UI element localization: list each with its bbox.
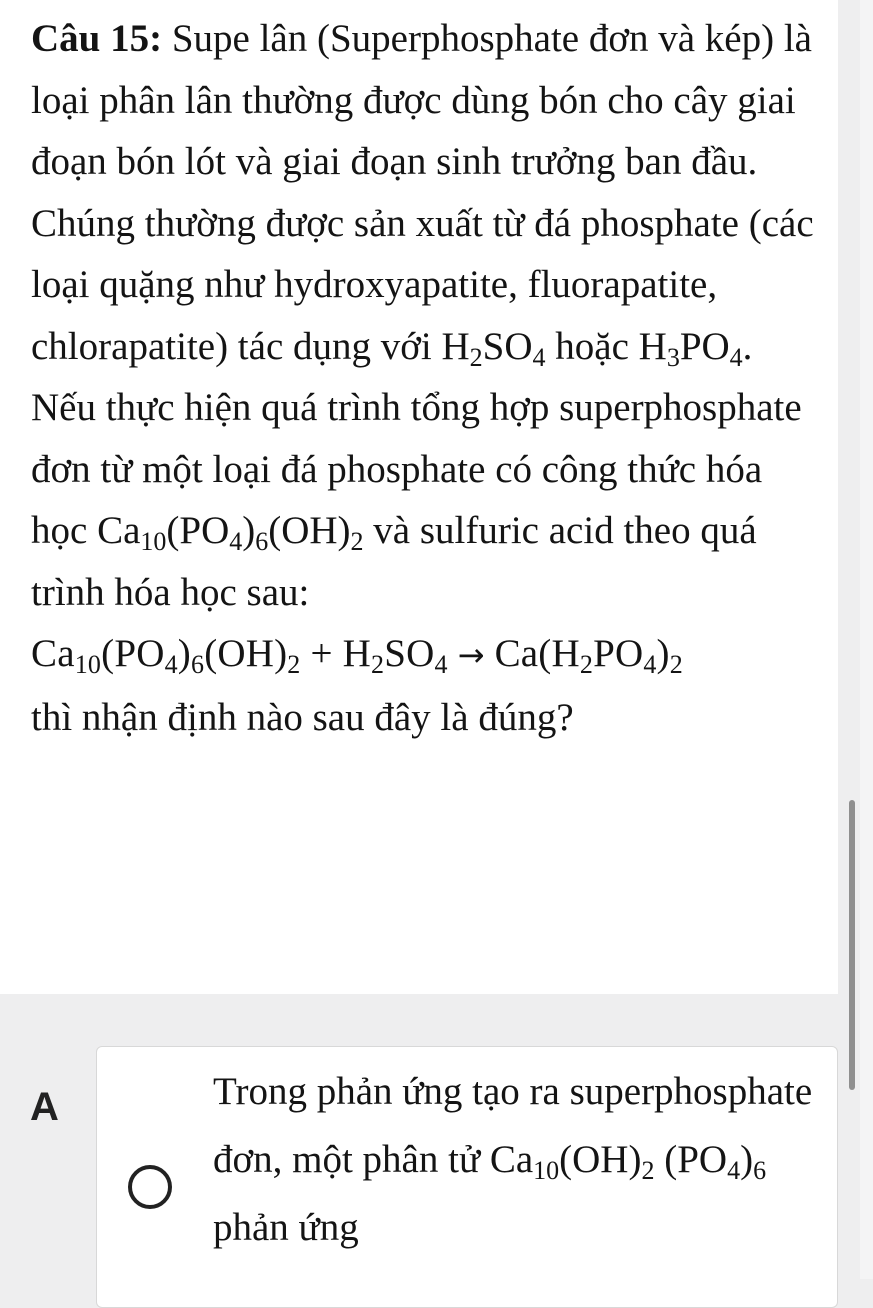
- formula-h2so4: $H_2SO_4$: [441, 324, 546, 372]
- option-a-text[interactable]: [213, 1058, 823, 1262]
- formula-h3po4: $H_3PO_4$: [638, 324, 743, 372]
- question-number: Câu 15:: [31, 17, 163, 60]
- reaction-arrow-icon: →: [457, 636, 485, 674]
- question-text-part2: . Nếu thực hiện quá trình tổng hợp superphosphate đơn từ một loại đá phosphate có công thức hóa học: [31, 324, 802, 552]
- word-or: hoặc: [555, 324, 629, 368]
- scrollbar-track[interactable]: [860, 0, 873, 1279]
- question-text: [31, 8, 821, 748]
- option-a-text-part1: Trong phản ứng tạo ra superphosphate đơn, một phân tử: [213, 1070, 813, 1181]
- scrollbar-thumb[interactable]: [849, 800, 855, 1090]
- question-text-part3: và sulfuric acid theo quá trình hóa học sau:: [31, 509, 757, 614]
- option-a-letter: A: [30, 1085, 59, 1129]
- question-text-part1: Supe lân (Superphosphate đơn và kép) là loại phân lân thường được dùng bón cho cây giai đoạn bón lót và giai đoạn sinh trưởng ban đầu. Chúng thường được sản xuất từ đá phosphate (các loại quặng như hydroxyapatite, fluorapatite, chlorapatite) tác dụng với: [31, 17, 814, 368]
- option-a-formula: $Ca_{10}(OH)_2$ $(PO_4)_6$: [489, 1138, 767, 1185]
- formula-apatite: $Ca_{10}(PO_4)_6(OH)_2$: [97, 509, 364, 556]
- question-text-part4: thì nhận định nào sau đây là đúng?: [31, 695, 574, 739]
- option-a-radio[interactable]: [128, 1165, 172, 1209]
- chemical-equation: $Ca_{10}(PO_4)_6(OH)_2 + H_2SO_4 \to Ca(H_2PO_4)_2$: [31, 632, 683, 679]
- option-a-text-part2: phản ứng: [213, 1206, 359, 1249]
